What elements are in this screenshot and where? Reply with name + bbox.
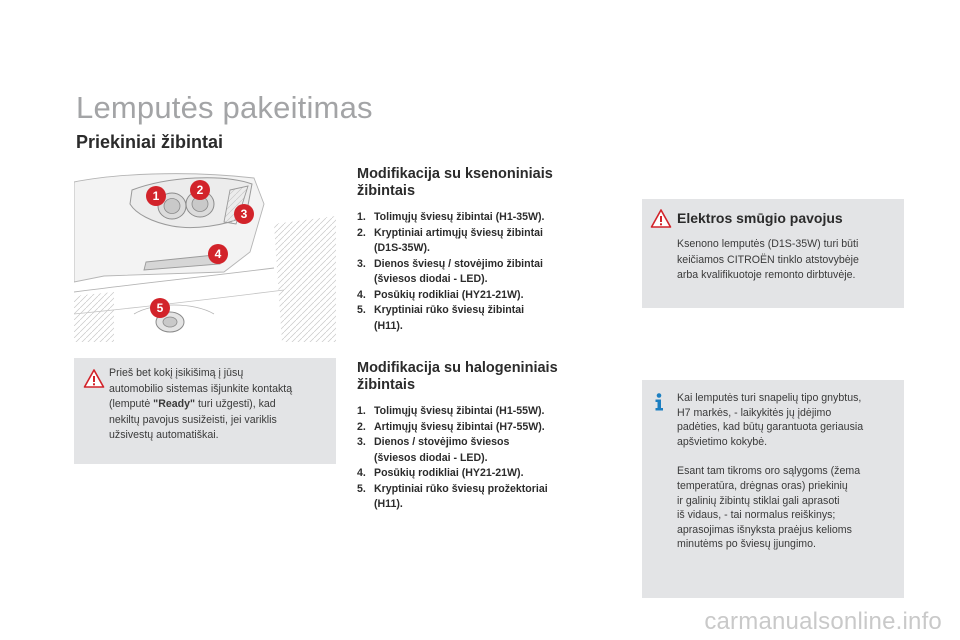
callout-4: 4 [208, 244, 228, 264]
item-text: (H11). [374, 498, 403, 510]
warning-line [109, 397, 331, 413]
xenon-heading-line: žibintais [357, 183, 416, 199]
info-icon [650, 392, 668, 412]
text-line: ir galinių žibintų stiklai gali aprasoti [677, 494, 840, 507]
item-number: 4. [357, 288, 366, 301]
list-item [357, 210, 617, 226]
section-subtitle: Priekiniai žibintai [76, 132, 224, 152]
text-line: Esant tam tikroms oro sąlygoms (žema [677, 465, 861, 478]
item-text: Tolimųjų šviesų žibintai (H1-35W). [374, 211, 545, 223]
text-line: H7 markės, - laikykitės jų įdėjimo [677, 406, 832, 419]
item-number: 3. [357, 257, 366, 270]
warning-text-post: turi užgesti), kad [195, 398, 276, 410]
callout-1: 1 [146, 186, 166, 206]
warning-line: Prieš bet kokį įsikišimą į jūsų [109, 367, 244, 379]
list-item [357, 482, 617, 513]
item-text: Dienos šviesų / stovėjimo žibintai [374, 257, 543, 270]
item-text: (šviesos diodai - LED). [374, 273, 488, 285]
warning-icon [83, 368, 105, 390]
item-number: 2. [357, 420, 366, 433]
item-text: Kryptiniai rūko šviesų prožektoriai [374, 482, 548, 495]
text-line: iš vidaus, - tai normalus reiškinys; [677, 509, 836, 522]
item-number: 1. [357, 405, 366, 417]
item-text: Dienos / stovėjimo šviesos [374, 436, 510, 448]
xenon-bulb-list [357, 210, 617, 334]
ready-label: "Ready" [153, 398, 196, 410]
list-item [357, 257, 617, 288]
info-text [677, 391, 901, 552]
callout-5: 5 [150, 298, 170, 318]
warning-text-pre: (lemputė [109, 398, 154, 410]
item-text: Posūkių rodikliai (HY21-21W). [374, 288, 524, 301]
callout-3: 3 [234, 204, 254, 224]
text-line: aprasojimas išnyksta praėjus kelioms [677, 523, 852, 536]
list-item [357, 466, 617, 482]
paragraph-gap [677, 449, 901, 464]
text-line: Ksenono lemputės (D1S-35W) turi būti [677, 238, 859, 250]
electric-shock-box [642, 199, 904, 308]
safety-warning-text [109, 366, 331, 444]
headlamp-figure [74, 164, 336, 342]
text-line: keičiamos CITROËN tinklo atstovybėje [677, 253, 859, 266]
text-line: temperatūra, drėgnas oras) priekinių [677, 479, 848, 492]
text-line: Kai lemputės turi snapelių tipo gnybtus, [677, 392, 862, 404]
list-item [357, 288, 617, 304]
list-item [357, 435, 617, 466]
halogen-bulb-list [357, 404, 617, 513]
page-title: Lemputės pakeitimas [76, 90, 373, 125]
item-text: Posūkių rodikliai (HY21-21W). [374, 467, 524, 479]
item-number: 1. [357, 211, 366, 223]
halogen-heading-line: žibintais [357, 377, 416, 393]
item-number: 5. [357, 304, 366, 316]
item-text: (šviesos diodai - LED). [374, 451, 488, 464]
list-item [357, 303, 617, 334]
list-item [357, 404, 617, 420]
list-item [357, 226, 617, 257]
item-text: Artimųjų šviesų žibintai (H7-55W). [374, 420, 545, 433]
item-number: 2. [357, 226, 366, 239]
xenon-heading-line: Modifikacija su ksenoniniais [357, 166, 553, 182]
text-line: padėties, kad būtų garantuota geriausia [677, 421, 864, 434]
electric-shock-text [677, 237, 899, 284]
warning-line: nekiltų pavojus susižeisti, jei variklis [109, 413, 277, 426]
item-text: Kryptiniai artimųjų šviesų žibintai [374, 226, 543, 239]
info-box [642, 380, 904, 598]
warning-icon [650, 208, 672, 230]
item-text: (H11). [374, 319, 403, 332]
item-text: (D1S-35W). [374, 242, 430, 254]
item-text: Tolimųjų šviesų žibintai (H1-55W). [374, 405, 545, 417]
halogen-heading-line: Modifikacija su halogeniniais [357, 360, 558, 376]
electric-shock-heading: Elektros smūgio pavojus [677, 210, 843, 226]
halogen-section [357, 360, 617, 513]
item-number: 4. [357, 467, 366, 479]
warning-line: užsivestų automatiškai. [109, 429, 219, 441]
warning-line: automobilio sistemas išjunkite kontaktą [109, 382, 293, 395]
safety-warning-box [74, 358, 336, 464]
item-text: Kryptiniai rūko šviesų žibintai [374, 304, 525, 316]
item-number: 5. [357, 482, 366, 495]
xenon-heading [357, 166, 617, 200]
callout-2: 2 [190, 180, 210, 200]
text-line: arba kvalifikuotoje remonto dirbtuvėje. [677, 269, 856, 281]
watermark: carmanualsonline.info [704, 608, 942, 635]
xenon-section [357, 166, 617, 334]
halogen-heading [357, 360, 617, 394]
text-line: minutėms po šviesų įjungimo. [677, 538, 816, 551]
text-line: apšvietimo kokybė. [677, 435, 768, 448]
item-number: 3. [357, 436, 366, 448]
list-item [357, 420, 617, 436]
